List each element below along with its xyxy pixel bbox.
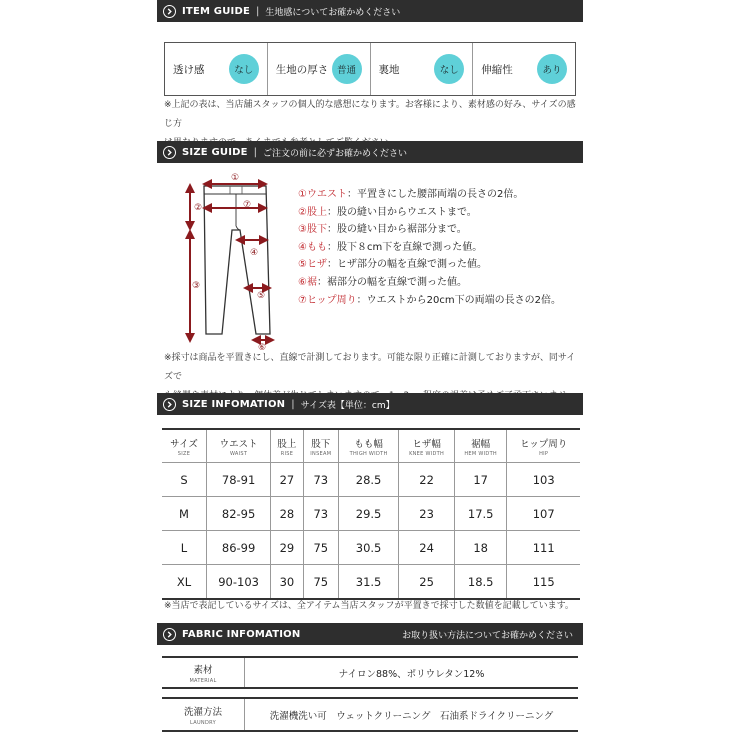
header-hip: ヒップ周り HIP bbox=[507, 429, 580, 463]
laundry-label: 洗濯方法 LAUNDRY bbox=[162, 699, 245, 730]
material-row bbox=[162, 656, 578, 689]
desc-item: ⑦ヒップ周り：ウエストから20cm下の両端の長さの2倍。 bbox=[298, 294, 561, 306]
table-row: XL 90-103 30 75 31.5 25 18.5 115 bbox=[162, 565, 580, 600]
material-value: ナイロン88%、ポリウレタン12% bbox=[338, 668, 485, 680]
header-thigh: もも幅 THIGH WIDTH bbox=[339, 429, 399, 463]
section-title: SIZE GUIDE bbox=[182, 146, 248, 158]
item-guide-header: ITEM GUIDE | 生地感についてお確かめください bbox=[157, 0, 583, 22]
section-title: ITEM GUIDE bbox=[182, 5, 250, 17]
item-guide-note: ※上記の表は、当店舗スタッフの個人的な感想になります。お客様により、素材感の好み、サイズの感じ方 bbox=[164, 100, 576, 129]
guide-cell-thickness bbox=[268, 43, 371, 95]
header-waist: ウエスト WAIST bbox=[206, 429, 270, 463]
header-inseam: 股下 INSEAM bbox=[303, 429, 338, 463]
header-size: サイズ SIZE bbox=[162, 429, 206, 463]
desc-item: ④もも：股下８cm下を直線で測った値。 bbox=[298, 241, 483, 253]
chevron-right-icon bbox=[163, 5, 176, 18]
section-subtitle: 生地感についてお確かめください bbox=[265, 7, 401, 18]
section-subtitle: ご注文の前に必ずお確かめください bbox=[263, 148, 408, 159]
size-guide-descriptions bbox=[298, 186, 561, 309]
fabric-info-header bbox=[157, 623, 583, 645]
size-guide-note: ※採寸は商品を平置きにし、直線で計測しております。可能な限り正確に計測しておりますが、同サイズで bbox=[164, 353, 576, 382]
laundry-row bbox=[162, 697, 578, 732]
guide-label: 伸縮性 bbox=[481, 63, 513, 76]
desc-item: ⑤ヒザ：ヒザ部分の幅を直線で測った値。 bbox=[298, 259, 487, 271]
table-row: S 78-91 27 73 28.5 22 17 103 bbox=[162, 463, 580, 497]
marker-3: ③ bbox=[192, 281, 201, 291]
marker-4: ④ bbox=[250, 248, 259, 258]
marker-6: ⑥ bbox=[258, 343, 267, 352]
guide-cell-stretch bbox=[473, 43, 575, 95]
chevron-right-icon bbox=[163, 628, 176, 641]
guide-badge: なし bbox=[434, 54, 464, 84]
table-row: M 82-95 28 73 29.5 23 17.5 107 bbox=[162, 497, 580, 531]
chevron-right-icon bbox=[163, 146, 176, 159]
desc-item: ①ウエスト：平置きにした腰部両端の長さの2倍。 bbox=[298, 189, 524, 200]
marker-5: ⑤ bbox=[257, 291, 266, 301]
pants-diagram bbox=[180, 168, 280, 352]
header-rise: 股上 RISE bbox=[271, 429, 303, 463]
size-table bbox=[162, 428, 580, 600]
desc-item: ②股上：股の縫い目からウエストまで。 bbox=[298, 206, 477, 218]
material-label: 素材 MATERIAL bbox=[162, 658, 245, 687]
section-title: SIZE INFOMATION bbox=[182, 398, 286, 410]
size-info-note: ※当店で表記しているサイズは、全アイテム当店スタッフが平置きで採寸した数値を記載しています。 bbox=[164, 601, 574, 611]
header-hem: 裾幅 HEM WIDTH bbox=[455, 429, 507, 463]
guide-badge: あり bbox=[537, 54, 567, 84]
marker-7: ⑦ bbox=[243, 200, 252, 210]
guide-cell-lining bbox=[371, 43, 474, 95]
guide-badge: なし bbox=[229, 54, 259, 84]
marker-2: ② bbox=[194, 203, 203, 213]
size-guide-header: SIZE GUIDE | ご注文の前に必ずお確かめください bbox=[157, 141, 583, 163]
guide-cell-transparency bbox=[165, 43, 268, 95]
laundry-value: 洗濯機洗い可 ウェットクリーニング 石油系ドライクリーニング bbox=[269, 710, 554, 722]
guide-label: 裏地 bbox=[378, 63, 400, 76]
table-header-row bbox=[162, 429, 580, 463]
chevron-right-icon bbox=[163, 398, 176, 411]
guide-label: 透け感 bbox=[173, 63, 205, 76]
section-right-note: お取り扱い方法についてお確かめください bbox=[402, 630, 573, 641]
header-knee: ヒザ幅 KNEE WIDTH bbox=[399, 429, 455, 463]
desc-item: ③股下：股の縫い目から裾部分まで。 bbox=[298, 224, 467, 236]
guide-badge: 普通 bbox=[332, 54, 362, 84]
guide-label: 生地の厚さ bbox=[275, 63, 329, 76]
section-title: FABRIC INFOMATION bbox=[182, 628, 301, 640]
desc-item: ⑥裾：裾部分の幅を直線で測った値。 bbox=[298, 276, 467, 288]
item-guide-table bbox=[164, 42, 576, 96]
section-subtitle: サイズ表【単位：cm】 bbox=[300, 400, 395, 411]
size-info-header: SIZE INFOMATION | サイズ表【単位：cm】 bbox=[157, 393, 583, 415]
table-row: L 86-99 29 75 30.5 24 18 111 bbox=[162, 531, 580, 565]
marker-1: ① bbox=[231, 173, 240, 183]
